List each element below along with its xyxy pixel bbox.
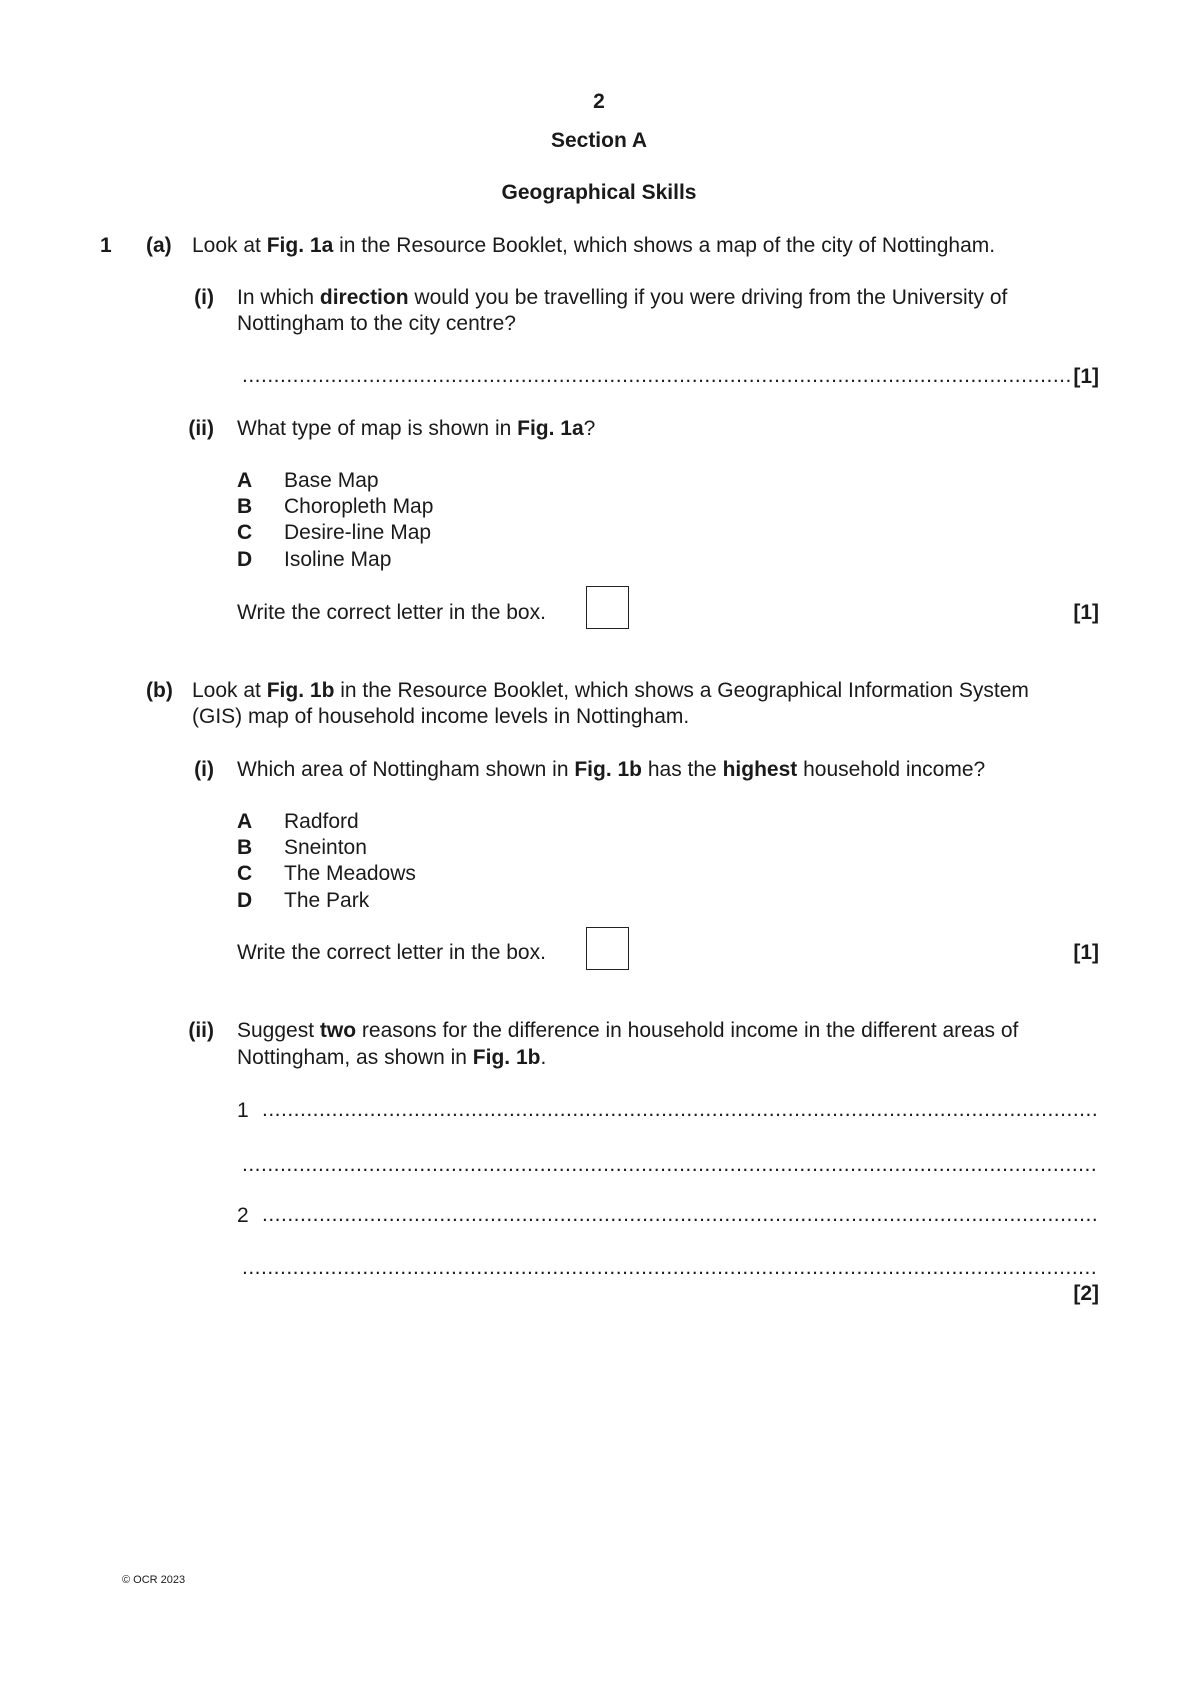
part-label-b: (b) — [146, 679, 173, 702]
option-text: Choropleth Map — [284, 495, 434, 518]
question-number: 1 — [100, 234, 112, 257]
option-letter: C — [237, 521, 253, 544]
question-1bi-text: Which area of Nottingham shown in Fig. 1b has the highest household income? — [237, 758, 986, 781]
answer-box-1bi[interactable] — [586, 927, 629, 970]
option-letter: D — [237, 889, 253, 912]
question-1aii-text: What type of map is shown in Fig. 1a? — [237, 417, 596, 440]
answer-line-1ai[interactable] — [242, 364, 1070, 390]
answer-line[interactable] — [262, 1203, 1098, 1229]
option-letter: A — [237, 810, 253, 833]
question-1bii-line1: Suggest two reasons for the difference in household income in the different areas of — [237, 1019, 1019, 1042]
option-text: Radford — [284, 810, 359, 833]
subpart-label-bii: (ii) — [188, 1019, 214, 1042]
option-letter: B — [237, 495, 253, 518]
option-text: Desire-line Map — [284, 521, 432, 544]
section-title: Section A — [550, 129, 648, 152]
option-text: Sneinton — [284, 836, 367, 859]
marks-1bii: [2] — [1073, 1282, 1099, 1305]
subpart-label-ai: (i) — [194, 286, 214, 309]
question-1ai-line2: Nottingham to the city centre? — [237, 312, 516, 335]
question-1ai-line1: In which direction would you be travelling if you were driving from the University of — [237, 286, 1008, 309]
instruction-1bi: Write the correct letter in the box. — [237, 941, 546, 964]
answer-line[interactable] — [262, 1098, 1098, 1124]
question-1a-text: Look at Fig. 1a in the Resource Booklet, which shows a map of the city of Nottingham. — [192, 234, 996, 257]
marks-1ai: [1] — [1073, 365, 1099, 388]
subsection-title: Geographical Skills — [501, 181, 697, 204]
answer-line[interactable] — [242, 1256, 1098, 1282]
option-letter: D — [237, 548, 253, 571]
copyright-footer: © OCR 2023 — [122, 1574, 186, 1586]
marks-1bi: [1] — [1073, 941, 1099, 964]
answer-line[interactable] — [242, 1153, 1098, 1179]
question-1b-line2: (GIS) map of household income levels in Nottingham. — [192, 705, 690, 728]
option-text: Base Map — [284, 469, 379, 492]
subpart-label-aii: (ii) — [188, 417, 214, 440]
answer-number: 2 — [237, 1204, 249, 1227]
option-text: Isoline Map — [284, 548, 392, 571]
option-text: The Park — [284, 889, 370, 912]
answer-number: 1 — [237, 1099, 249, 1122]
option-letter: A — [237, 469, 253, 492]
marks-1aii: [1] — [1073, 601, 1099, 624]
page-number: 2 — [593, 90, 605, 113]
part-label-a: (a) — [146, 234, 172, 257]
instruction-1aii: Write the correct letter in the box. — [237, 601, 546, 624]
option-letter: B — [237, 836, 253, 859]
option-letter: C — [237, 862, 253, 885]
subpart-label-bi: (i) — [194, 758, 214, 781]
answer-box-1aii[interactable] — [586, 586, 629, 629]
option-text: The Meadows — [284, 862, 416, 885]
question-1bii-line2: Nottingham, as shown in Fig. 1b. — [237, 1046, 547, 1069]
question-1b-line1: Look at Fig. 1b in the Resource Booklet, which shows a Geographical Information System — [192, 679, 1029, 702]
